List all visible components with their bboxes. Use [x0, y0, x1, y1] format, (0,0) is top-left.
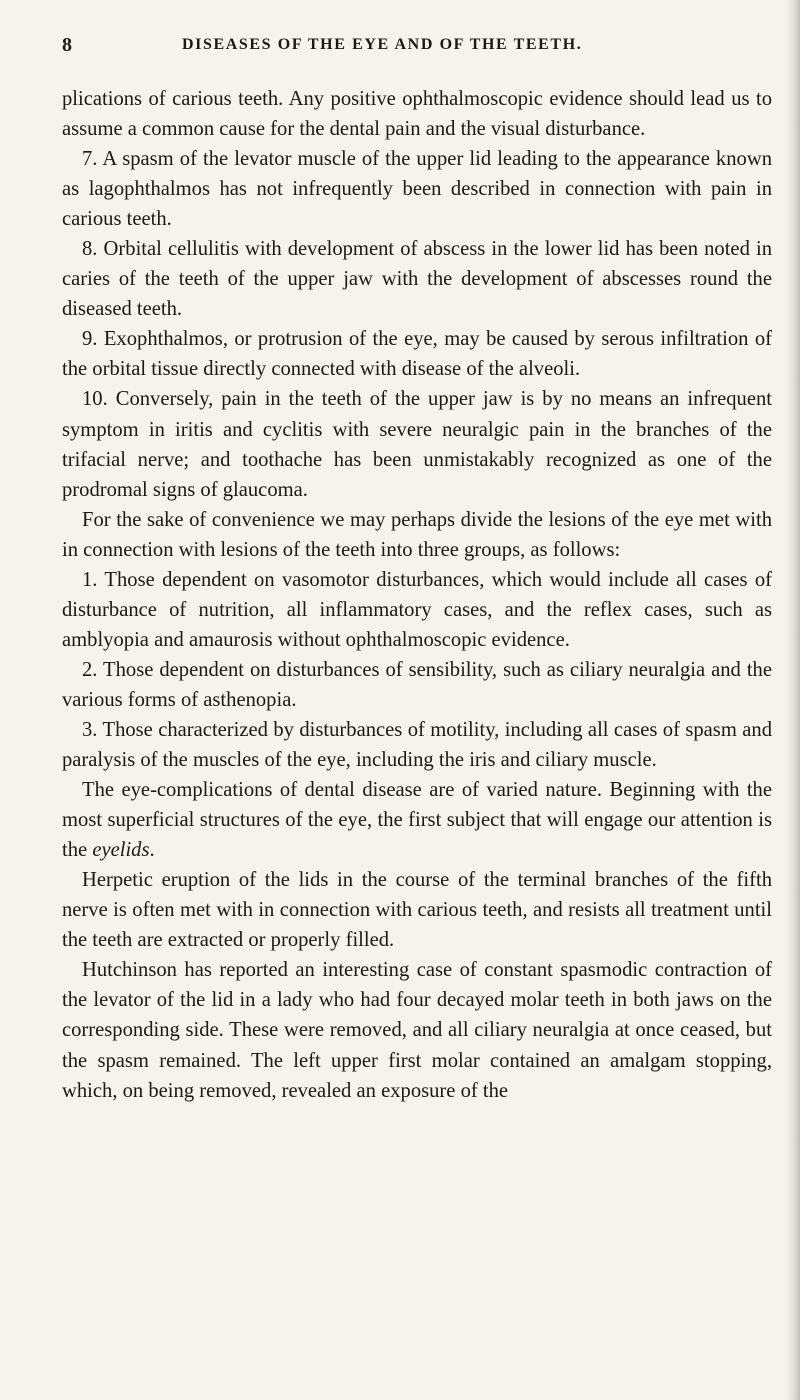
page-number: 8	[62, 34, 73, 56]
running-header	[62, 34, 762, 58]
paragraph-item-10: 10. Conversely, pain in the teeth of the upper jaw is by no means an infrequent symptom in iritis and cyclitis with severe neuralgic pain in the branches of the trifacial nerve; and toothache has been unmistakably recognized as one of the prodromal signs of glaucoma.	[62, 388, 772, 501]
italic-term: eyelids	[92, 839, 150, 862]
paragraph-item-7: 7. A spasm of the levator muscle of the upper lid leading to the appearance known as lagophthalmos has not infrequently been described in connection with pain in carious teeth.	[62, 148, 772, 231]
paragraph-herpetic-eruption: Herpetic eruption of the lids in the course of the terminal branches of the fifth nerve is often met with in connection with carious teeth, and resists all treatment until the teeth are extracted or properly filled.	[62, 869, 772, 952]
body-text	[62, 84, 772, 1106]
paragraph-groups-intro: For the sake of convenience we may perhaps divide the lesions of the eye met with in connection with lesions of the teeth into three groups, as follows:	[62, 508, 772, 561]
page-edge-shadow	[786, 0, 800, 1400]
paragraph-item-9: 9. Exophthalmos, or protrusion of the eye, may be caused by serous infiltration of the orbital tissue directly connected with disease of the alveoli.	[62, 328, 772, 381]
paragraph-group-3: 3. Those characterized by disturbances of motility, including all cases of spasm and paralysis of the muscles of the eye, including the iris and ciliary muscle.	[62, 718, 772, 772]
paragraph-eye-complications: The eye-complications of dental disease are of varied nature. Beginning with the most superficial structures of the eye, the first subject that will engage our attention is the eyelids.	[62, 779, 772, 862]
paragraph-group-2: 2. Those dependent on disturbances of sensibility, such as ciliary neuralgia and the various forms of asthenopia.	[62, 658, 772, 711]
paragraph-item-8: 8. Orbital cellulitis with development of abscess in the lower lid has been noted in caries of the teeth of the upper jaw with the development of abscesses round the diseased teeth.	[62, 238, 772, 321]
paragraph-group-1: 1. Those dependent on vasomotor disturbances, which would include all cases of disturbance of nutrition, all inflammatory cases, and the reflex cases, such as amblyopia and amaurosis without ophthalmoscopic evidence.	[62, 568, 772, 651]
paragraph-hutchinson-case: Hutchinson has reported an interesting case of constant spasmodic contraction of the levator of the lid in a lady who had four decayed molar teeth in both jaws on the corresponding side. These were removed, and all ciliary neuralgia at once ceased, but the spasm remained. The left upper first molar contained an amalgam stopping, which, on being removed, revealed an exposure of the	[62, 959, 772, 1102]
running-title: DISEASES OF THE EYE AND OF THE TEETH.	[182, 36, 583, 53]
paragraph-continuation: plications of carious teeth. Any positive ophthalmoscopic evidence should lead us to assume a common cause for the dental pain and the visual disturbance.	[62, 88, 772, 141]
